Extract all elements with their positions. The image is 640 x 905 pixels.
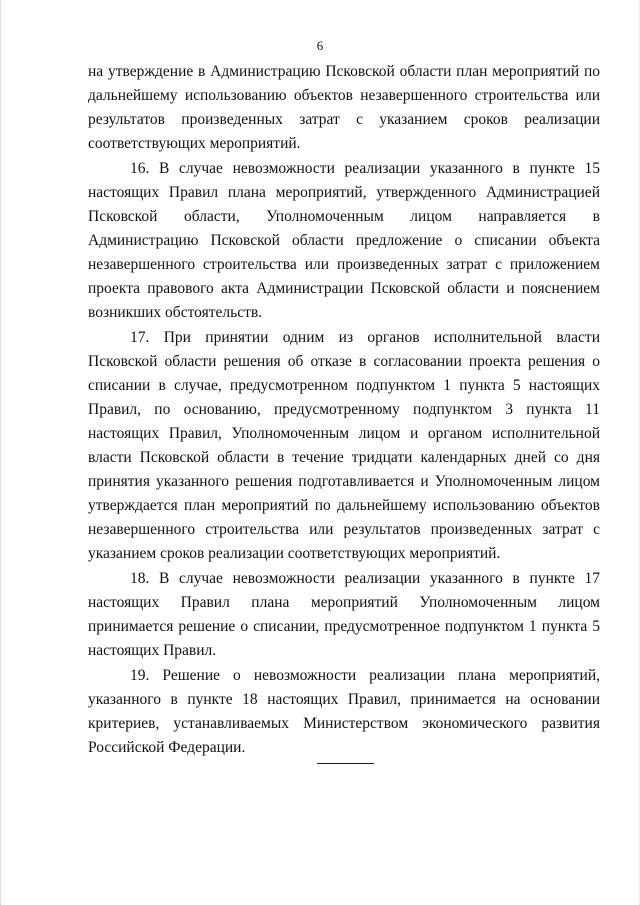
paragraph-18: 18. В случае невозможности реализации указанного в пункте 17 настоящих Правил плана мероприятий Уполномоченным лицом принимается решение о списании, предусмотренное подпунктом 1 пункта 5 настоящих Правил. bbox=[88, 570, 600, 659]
scan-edge-right bbox=[636, 0, 640, 905]
paragraph-17: 17. При принятии одним из органов исполнительной власти Псковской области решения об отказе в согласовании проекта решения о списании в случае, предусмотренном подпунктом 1 пункта 5 настоящих Правил, по основанию, предусмотренному подпунктом 3 пункта 11 настоящих Правил, Уполномоченным лицом и органом исполнительной власти Псковской области в течение тридцати календарных дней со дня принятия указанного решения подготавливается и Уполномоченным лицом утверждается план мероприятий по дальнейшему использованию объектов незавершенного строительства или результатов произведенных затрат с указанием сроков реализации соответствующих мероприятий. bbox=[88, 329, 600, 562]
end-of-document-rule bbox=[317, 763, 374, 764]
paragraph-16: 16. В случае невозможности реализации указанного в пункте 15 настоящих Правил плана мероприятий, утвержденного Администрацией Псковской области, Уполномоченным лицом направляется в Администрацию Псковской области предложение о списании объекта незавершенного строительства или произведенных затрат с приложением проекта правового акта Администрации Псковской области и пояснением возникших обстоятельств. bbox=[88, 160, 600, 321]
page-number: 6 bbox=[316, 38, 324, 53]
document-body bbox=[88, 60, 600, 760]
scan-edge-left bbox=[0, 0, 4, 905]
paragraph-19: 19. Решение о невозможности реализации плана мероприятий, указанного в пункте 18 настоящих Правил, принимается на основании критериев, устанавливаемых Министерством экономического развития Российской Федерации. bbox=[88, 667, 600, 756]
paragraph-continuation: на утверждение в Администрацию Псковской области план мероприятий по дальнейшему использованию объектов незавершенного строительства или результатов произведенных затрат с указанием сроков реализации соответствующих мероприятий. bbox=[88, 63, 600, 152]
